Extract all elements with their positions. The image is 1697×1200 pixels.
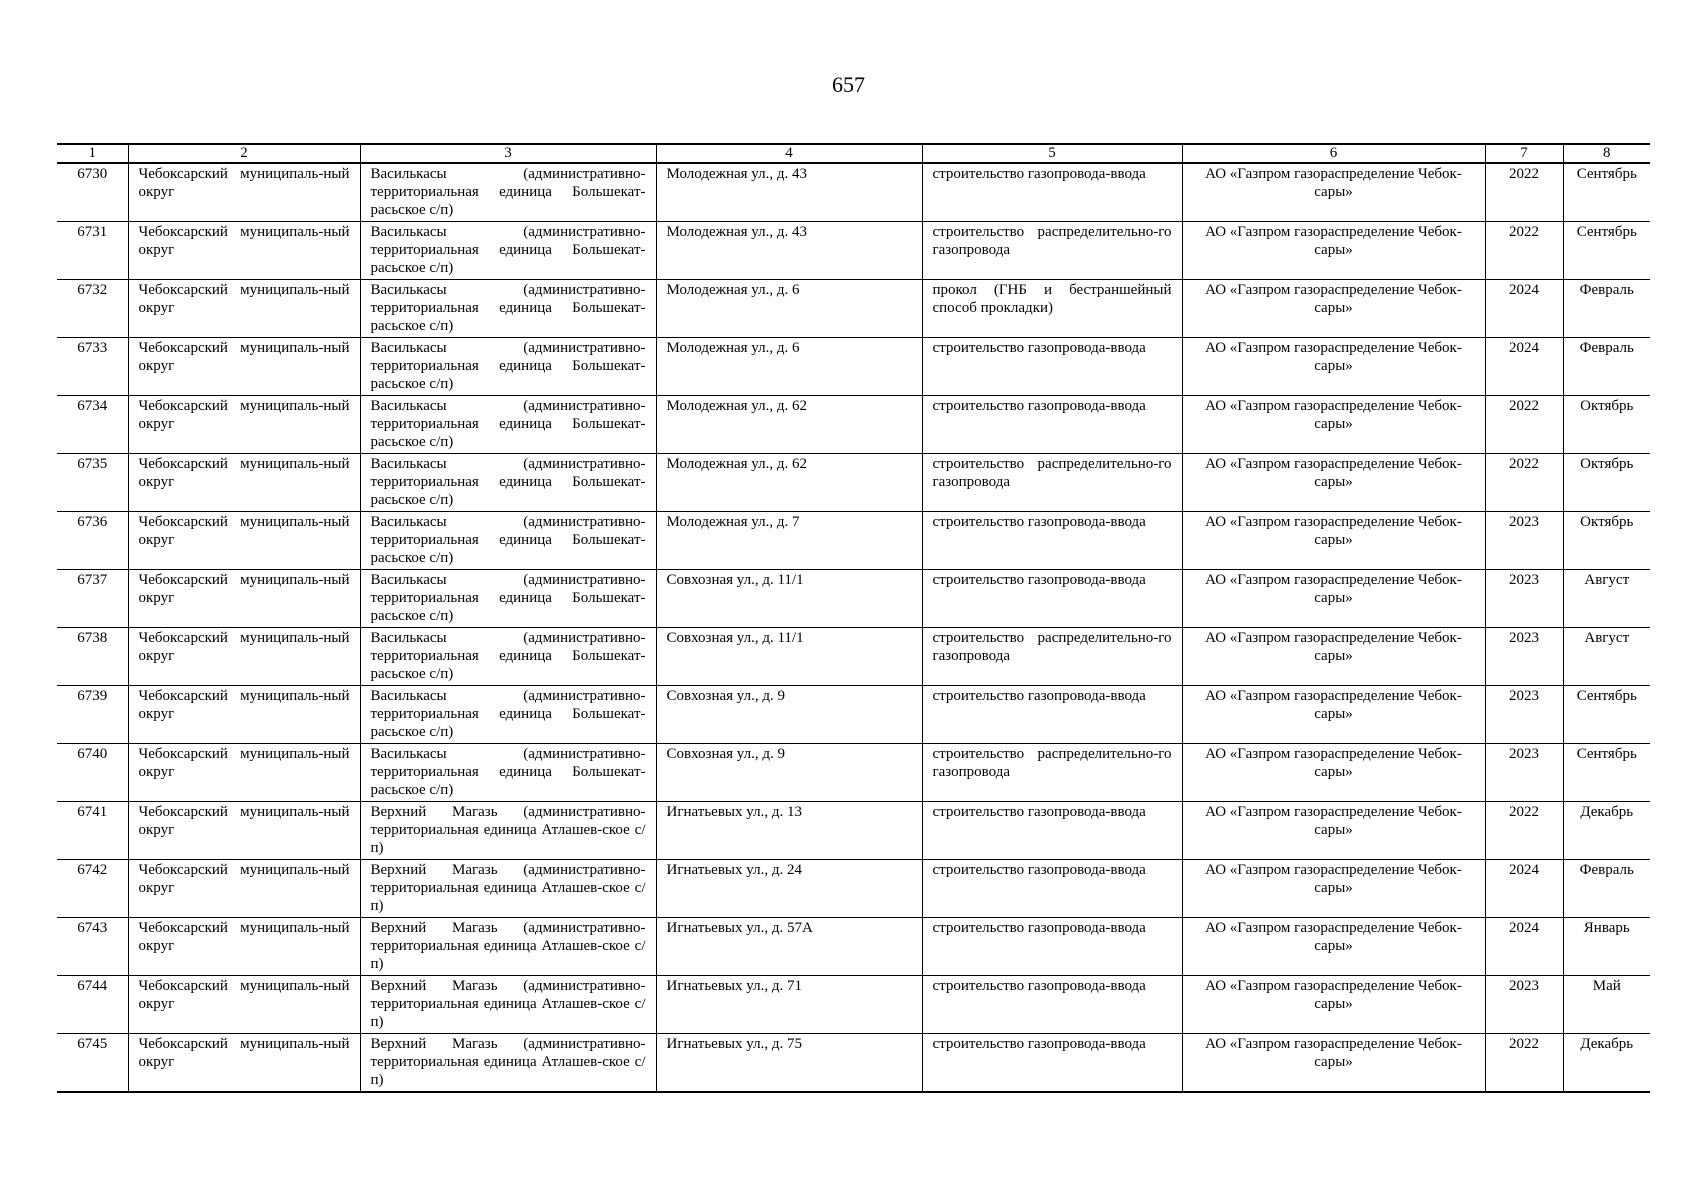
cell-month: Сентябрь xyxy=(1563,222,1650,280)
cell-month: Декабрь xyxy=(1563,802,1650,860)
cell-year: 2024 xyxy=(1485,860,1563,918)
cell-number: 6744 xyxy=(57,976,128,1034)
cell-address: Игнатьевых ул., д. 71 xyxy=(656,976,922,1034)
table-row xyxy=(57,512,1650,570)
table-row xyxy=(57,1034,1650,1093)
cell-organization: АО «Газпром газораспределение Чебок-сары» xyxy=(1182,396,1485,454)
cell-work-type: строительство газопровода-ввода xyxy=(922,1034,1182,1093)
table-row xyxy=(57,280,1650,338)
cell-number: 6737 xyxy=(57,570,128,628)
table-row xyxy=(57,338,1650,396)
cell-settlement: Василькасы (административно-территориальная единица Большекат-расьское с/п) xyxy=(360,628,656,686)
cell-settlement: Василькасы (административно-территориальная единица Большекат-расьское с/п) xyxy=(360,512,656,570)
cell-district: Чебоксарский муниципаль-ный округ xyxy=(128,686,360,744)
cell-work-type: строительство газопровода-ввода xyxy=(922,570,1182,628)
cell-year: 2024 xyxy=(1485,338,1563,396)
cell-month: Октябрь xyxy=(1563,454,1650,512)
cell-organization: АО «Газпром газораспределение Чебок-сары» xyxy=(1182,744,1485,802)
table-row xyxy=(57,222,1650,280)
cell-number: 6740 xyxy=(57,744,128,802)
cell-work-type: строительство газопровода-ввода xyxy=(922,686,1182,744)
cell-settlement: Верхний Магазь (административно-территориальная единица Атлашев-ское с/п) xyxy=(360,976,656,1034)
cell-number: 6745 xyxy=(57,1034,128,1093)
cell-work-type: строительство газопровода-ввода xyxy=(922,802,1182,860)
cell-settlement: Василькасы (административно-территориальная единица Большекат-расьское с/п) xyxy=(360,222,656,280)
cell-address: Молодежная ул., д. 43 xyxy=(656,222,922,280)
cell-address: Совхозная ул., д. 9 xyxy=(656,744,922,802)
cell-address: Совхозная ул., д. 11/1 xyxy=(656,570,922,628)
cell-number: 6743 xyxy=(57,918,128,976)
cell-number: 6741 xyxy=(57,802,128,860)
cell-organization: АО «Газпром газораспределение Чебок-сары» xyxy=(1182,860,1485,918)
cell-district: Чебоксарский муниципаль-ный округ xyxy=(128,628,360,686)
table-body xyxy=(57,163,1650,1092)
cell-organization: АО «Газпром газораспределение Чебок-сары» xyxy=(1182,976,1485,1034)
cell-settlement: Верхний Магазь (административно-территориальная единица Атлашев-ское с/п) xyxy=(360,802,656,860)
cell-organization: АО «Газпром газораспределение Чебок-сары» xyxy=(1182,802,1485,860)
cell-district: Чебоксарский муниципаль-ный округ xyxy=(128,222,360,280)
cell-settlement: Верхний Магазь (административно-территориальная единица Атлашев-ское с/п) xyxy=(360,860,656,918)
cell-address: Молодежная ул., д. 7 xyxy=(656,512,922,570)
column-header: 5 xyxy=(922,144,1182,163)
cell-organization: АО «Газпром газораспределение Чебок-сары» xyxy=(1182,512,1485,570)
cell-organization: АО «Газпром газораспределение Чебок-сары» xyxy=(1182,628,1485,686)
table-row xyxy=(57,918,1650,976)
cell-district: Чебоксарский муниципаль-ный округ xyxy=(128,802,360,860)
cell-district: Чебоксарский муниципаль-ный округ xyxy=(128,860,360,918)
cell-district: Чебоксарский муниципаль-ный округ xyxy=(128,396,360,454)
cell-work-type: строительство газопровода-ввода xyxy=(922,512,1182,570)
table-row xyxy=(57,802,1650,860)
cell-work-type: строительство газопровода-ввода xyxy=(922,860,1182,918)
cell-work-type: строительство распределительно-го газопровода xyxy=(922,454,1182,512)
cell-settlement: Василькасы (административно-территориальная единица Большекат-расьское с/п) xyxy=(360,396,656,454)
cell-month: Сентябрь xyxy=(1563,744,1650,802)
cell-settlement: Василькасы (административно-территориальная единица Большекат-расьское с/п) xyxy=(360,570,656,628)
cell-number: 6731 xyxy=(57,222,128,280)
cell-address: Молодежная ул., д. 62 xyxy=(656,454,922,512)
cell-district: Чебоксарский муниципаль-ный округ xyxy=(128,280,360,338)
cell-month: Май xyxy=(1563,976,1650,1034)
table-row xyxy=(57,454,1650,512)
page-number: 657 xyxy=(832,72,865,97)
cell-settlement: Верхний Магазь (административно-территориальная единица Атлашев-ское с/п) xyxy=(360,1034,656,1093)
cell-year: 2022 xyxy=(1485,222,1563,280)
cell-year: 2023 xyxy=(1485,512,1563,570)
column-header: 1 xyxy=(57,144,128,163)
cell-settlement: Василькасы (административно-территориальная единица Большекат-расьское с/п) xyxy=(360,744,656,802)
cell-number: 6730 xyxy=(57,163,128,222)
cell-district: Чебоксарский муниципаль-ный округ xyxy=(128,1034,360,1093)
cell-district: Чебоксарский муниципаль-ный округ xyxy=(128,163,360,222)
cell-work-type: строительство распределительно-го газопровода xyxy=(922,222,1182,280)
cell-year: 2023 xyxy=(1485,744,1563,802)
cell-month: Январь xyxy=(1563,918,1650,976)
cell-number: 6734 xyxy=(57,396,128,454)
cell-number: 6732 xyxy=(57,280,128,338)
cell-year: 2022 xyxy=(1485,454,1563,512)
cell-work-type: строительство распределительно-го газопровода xyxy=(922,628,1182,686)
cell-organization: АО «Газпром газораспределение Чебок-сары» xyxy=(1182,222,1485,280)
cell-month: Февраль xyxy=(1563,338,1650,396)
cell-year: 2023 xyxy=(1485,686,1563,744)
cell-district: Чебоксарский муниципаль-ный округ xyxy=(128,570,360,628)
cell-address: Игнатьевых ул., д. 57А xyxy=(656,918,922,976)
cell-organization: АО «Газпром газораспределение Чебок-сары» xyxy=(1182,570,1485,628)
cell-address: Совхозная ул., д. 9 xyxy=(656,686,922,744)
cell-settlement: Верхний Магазь (административно-территориальная единица Атлашев-ское с/п) xyxy=(360,918,656,976)
table-row xyxy=(57,686,1650,744)
cell-work-type: строительство газопровода-ввода xyxy=(922,396,1182,454)
cell-year: 2023 xyxy=(1485,976,1563,1034)
cell-work-type: строительство газопровода-ввода xyxy=(922,163,1182,222)
cell-year: 2024 xyxy=(1485,918,1563,976)
table-row xyxy=(57,976,1650,1034)
cell-year: 2022 xyxy=(1485,163,1563,222)
cell-work-type: строительство распределительно-го газопровода xyxy=(922,744,1182,802)
column-header: 8 xyxy=(1563,144,1650,163)
cell-year: 2024 xyxy=(1485,280,1563,338)
cell-number: 6733 xyxy=(57,338,128,396)
cell-month: Декабрь xyxy=(1563,1034,1650,1093)
cell-year: 2022 xyxy=(1485,802,1563,860)
cell-month: Сентябрь xyxy=(1563,686,1650,744)
cell-year: 2022 xyxy=(1485,396,1563,454)
table-row xyxy=(57,396,1650,454)
cell-work-type: прокол (ГНБ и бестраншейный способ прокладки) xyxy=(922,280,1182,338)
cell-address: Совхозная ул., д. 11/1 xyxy=(656,628,922,686)
cell-district: Чебоксарский муниципаль-ный округ xyxy=(128,976,360,1034)
cell-year: 2022 xyxy=(1485,1034,1563,1093)
cell-address: Молодежная ул., д. 6 xyxy=(656,338,922,396)
cell-work-type: строительство газопровода-ввода xyxy=(922,976,1182,1034)
cell-month: Август xyxy=(1563,570,1650,628)
cell-district: Чебоксарский муниципаль-ный округ xyxy=(128,338,360,396)
cell-year: 2023 xyxy=(1485,570,1563,628)
column-header: 3 xyxy=(360,144,656,163)
cell-address: Молодежная ул., д. 6 xyxy=(656,280,922,338)
column-header: 2 xyxy=(128,144,360,163)
column-header: 6 xyxy=(1182,144,1485,163)
gas-works-table xyxy=(57,143,1650,1093)
cell-work-type: строительство газопровода-ввода xyxy=(922,918,1182,976)
cell-number: 6738 xyxy=(57,628,128,686)
cell-address: Игнатьевых ул., д. 13 xyxy=(656,802,922,860)
cell-address: Игнатьевых ул., д. 24 xyxy=(656,860,922,918)
cell-month: Август xyxy=(1563,628,1650,686)
cell-district: Чебоксарский муниципаль-ный округ xyxy=(128,512,360,570)
cell-number: 6735 xyxy=(57,454,128,512)
cell-month: Февраль xyxy=(1563,860,1650,918)
table-row xyxy=(57,628,1650,686)
cell-month: Октябрь xyxy=(1563,512,1650,570)
column-header: 4 xyxy=(656,144,922,163)
cell-organization: АО «Газпром газораспределение Чебок-сары» xyxy=(1182,686,1485,744)
cell-settlement: Василькасы (административно-территориальная единица Большекат-расьское с/п) xyxy=(360,280,656,338)
cell-work-type: строительство газопровода-ввода xyxy=(922,338,1182,396)
table-row xyxy=(57,744,1650,802)
cell-address: Игнатьевых ул., д. 75 xyxy=(656,1034,922,1093)
column-header: 7 xyxy=(1485,144,1563,163)
cell-district: Чебоксарский муниципаль-ный округ xyxy=(128,454,360,512)
cell-address: Молодежная ул., д. 62 xyxy=(656,396,922,454)
cell-district: Чебоксарский муниципаль-ный округ xyxy=(128,744,360,802)
cell-organization: АО «Газпром газораспределение Чебок-сары» xyxy=(1182,280,1485,338)
cell-district: Чебоксарский муниципаль-ный округ xyxy=(128,918,360,976)
cell-settlement: Василькасы (административно-территориальная единица Большекат-расьское с/п) xyxy=(360,686,656,744)
table-row xyxy=(57,860,1650,918)
cell-settlement: Василькасы (административно-территориальная единица Большекат-расьское с/п) xyxy=(360,338,656,396)
cell-organization: АО «Газпром газораспределение Чебок-сары» xyxy=(1182,454,1485,512)
cell-address: Молодежная ул., д. 43 xyxy=(656,163,922,222)
cell-month: Февраль xyxy=(1563,280,1650,338)
cell-settlement: Василькасы (административно-территориальная единица Большекат-расьское с/п) xyxy=(360,454,656,512)
table-row xyxy=(57,163,1650,222)
cell-organization: АО «Газпром газораспределение Чебок-сары» xyxy=(1182,163,1485,222)
cell-number: 6742 xyxy=(57,860,128,918)
table-row xyxy=(57,570,1650,628)
cell-year: 2023 xyxy=(1485,628,1563,686)
cell-month: Сентябрь xyxy=(1563,163,1650,222)
cell-organization: АО «Газпром газораспределение Чебок-сары» xyxy=(1182,338,1485,396)
cell-number: 6739 xyxy=(57,686,128,744)
cell-month: Октябрь xyxy=(1563,396,1650,454)
header-row xyxy=(57,144,1650,163)
cell-organization: АО «Газпром газораспределение Чебок-сары» xyxy=(1182,918,1485,976)
cell-organization: АО «Газпром газораспределение Чебок-сары» xyxy=(1182,1034,1485,1093)
cell-number: 6736 xyxy=(57,512,128,570)
cell-settlement: Василькасы (административно-территориальная единица Большекат-расьское с/п) xyxy=(360,163,656,222)
